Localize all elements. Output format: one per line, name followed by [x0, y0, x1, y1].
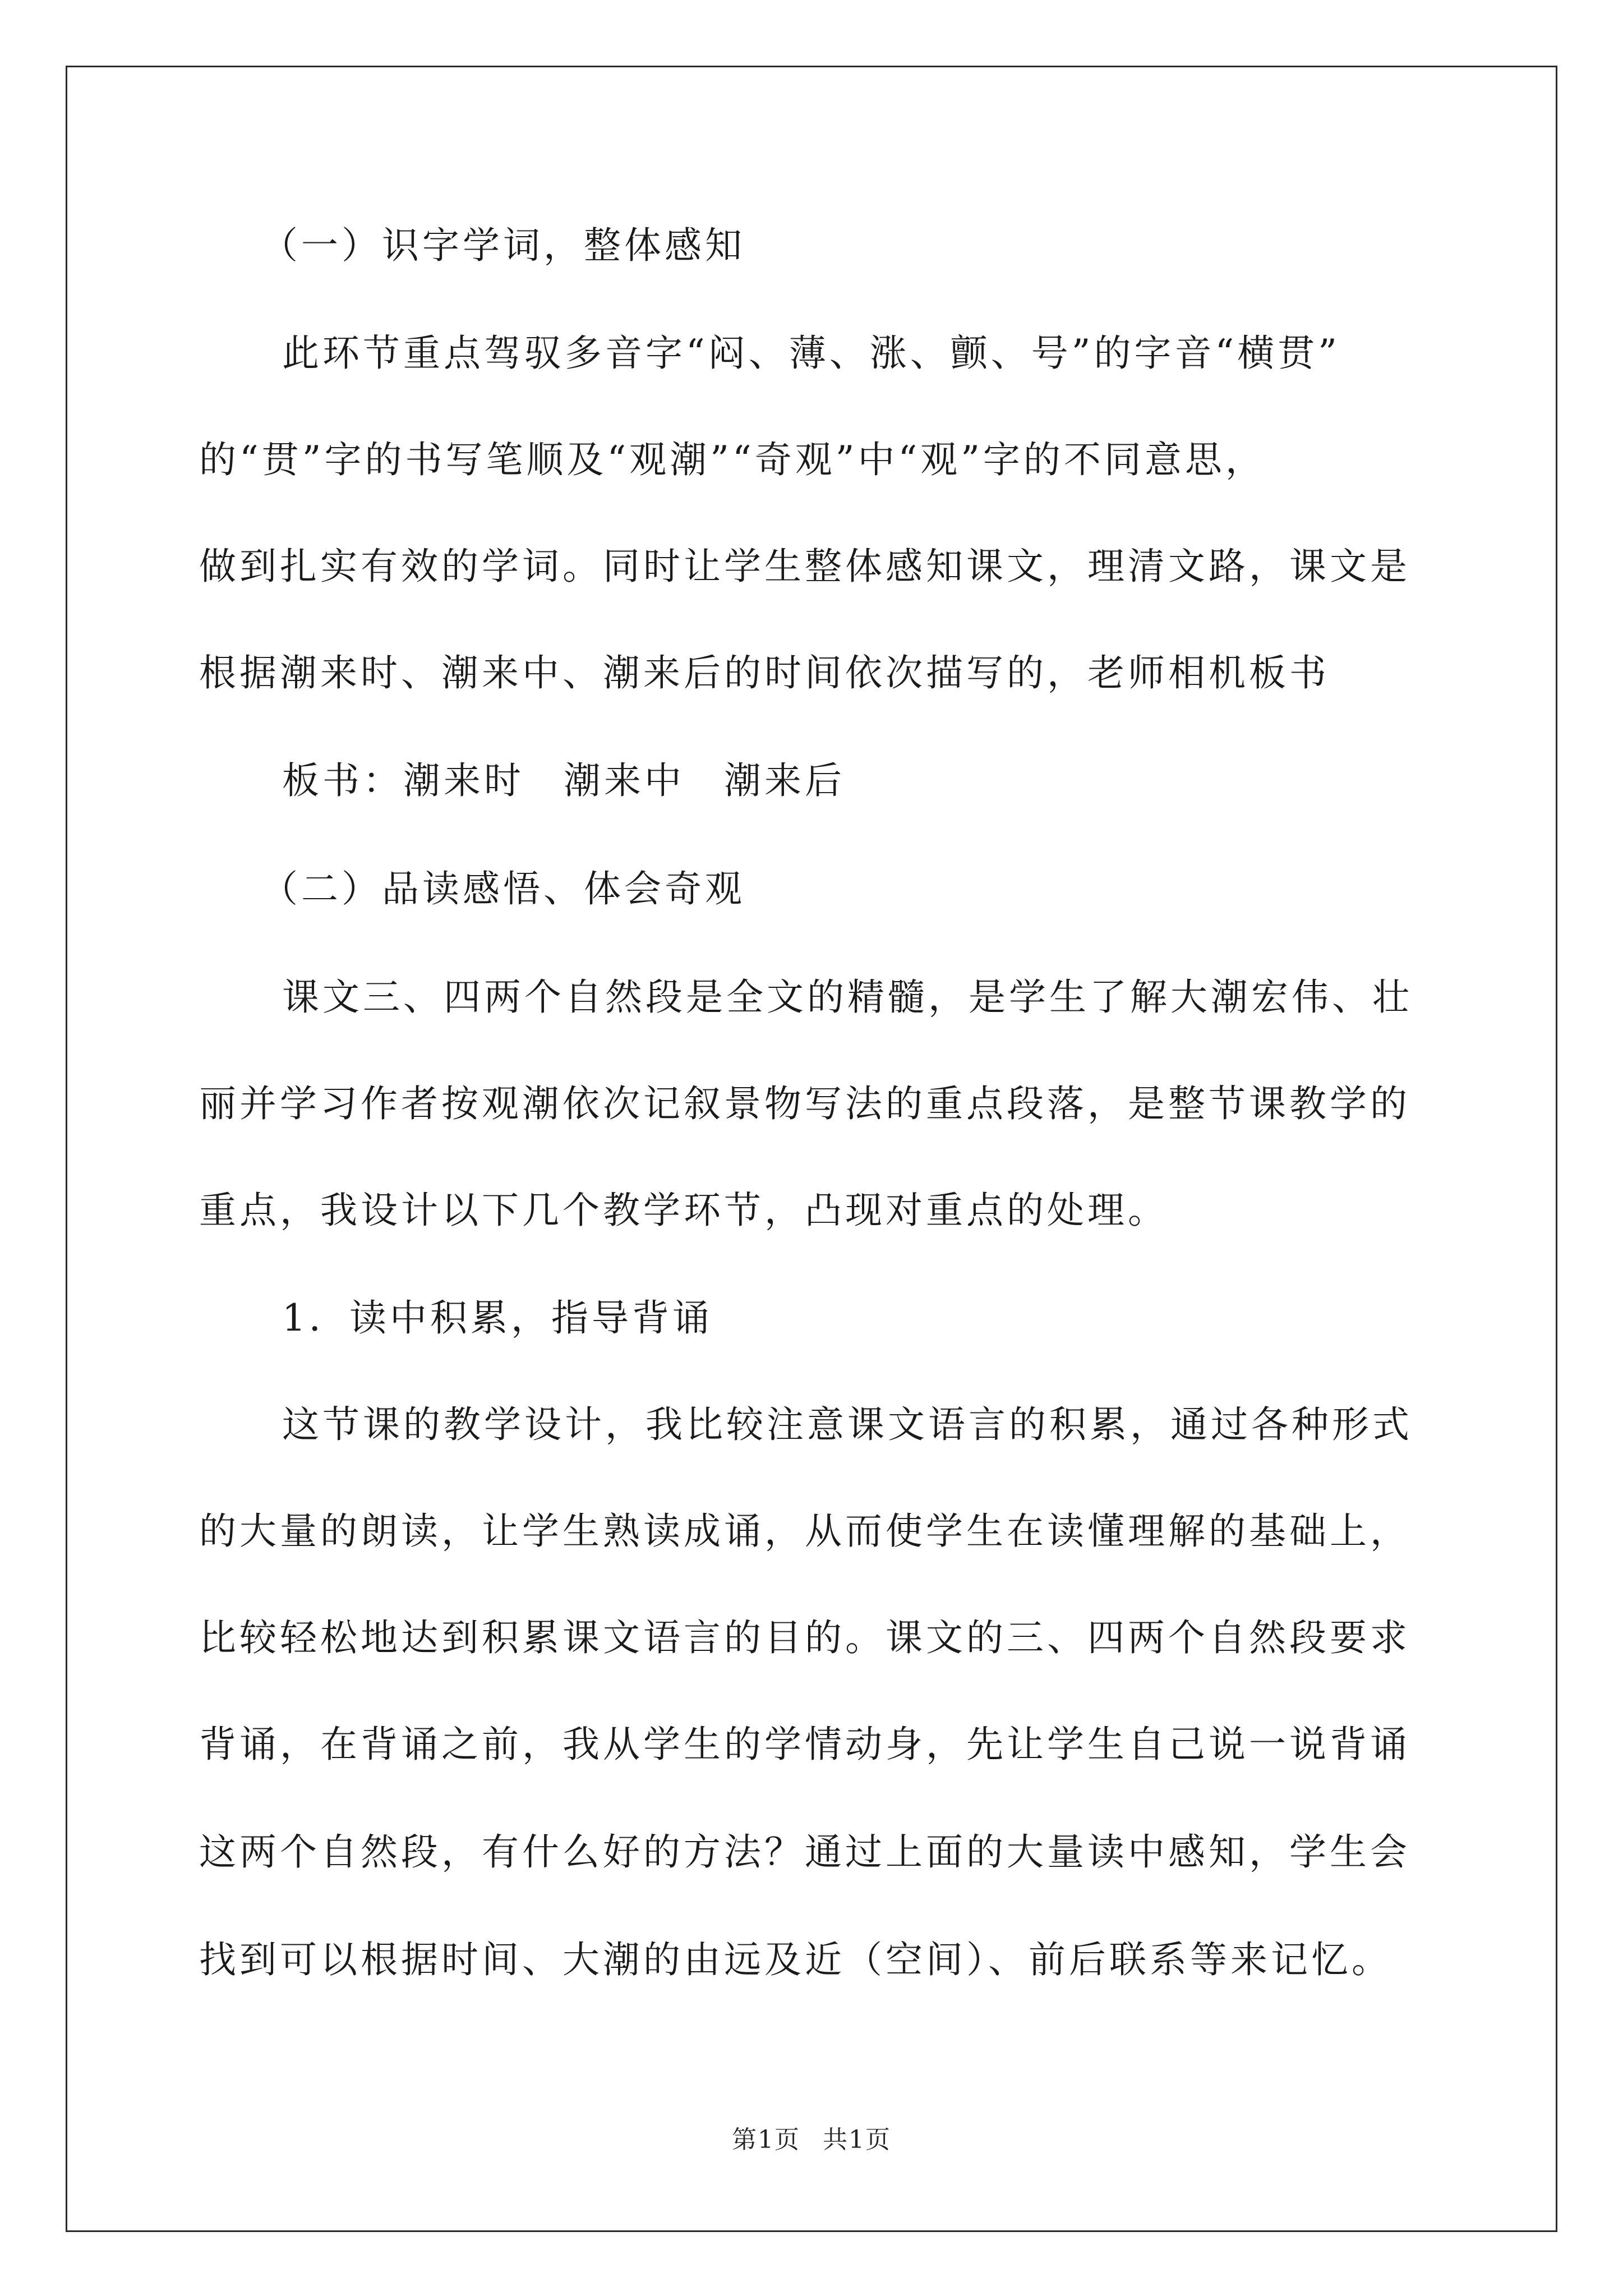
- paragraph-3-line-3: 比较轻松地达到积累课文语言的目的。课文的三、四两个自然段要求: [199, 1616, 1410, 1659]
- paragraph-1-line-4: 根据潮来时、潮来中、潮来后的时间依次描写的，老师相机板书: [199, 651, 1330, 694]
- section-heading-2: （二）品读感悟、体会奇观: [261, 867, 745, 910]
- paragraph-3-line-2: 的大量的朗读，让学生熟读成诵，从而使学生在读懂理解的基础上，: [199, 1510, 1410, 1553]
- paragraph-3-line-5: 这两个自然段，有什么好的方法？通过上面的大量读中感知，学生会: [199, 1830, 1410, 1874]
- paragraph-1-line-1: 此环节重点驾驭多音字“闷、薄、涨、颤、号”的字音“横贯”: [282, 332, 1340, 375]
- paragraph-2-line-1: 课文三、四两个自然段是全文的精髓，是学生了解大潮宏伟、壮: [282, 976, 1413, 1019]
- paragraph-1-line-2: 的“贯”字的书写笔顺及“观潮”“奇观”中“观”字的不同意思，: [199, 438, 1266, 481]
- board-item-1: 潮来时: [403, 759, 524, 802]
- page-border: [66, 66, 1557, 2232]
- paragraph-3-line-4: 背诵，在背诵之前，我从学生的学情动身，先让学生自己说一说背诵: [199, 1723, 1410, 1766]
- board-label: 板书：: [282, 759, 403, 802]
- board-item-2: 潮来中: [564, 759, 685, 802]
- subsection-heading: 1．读中积累，指导背诵: [282, 1296, 713, 1340]
- paragraph-2-line-3: 重点，我设计以下几个教学环节，凸现对重点的处理。: [199, 1189, 1168, 1232]
- paragraph-3-line-1: 这节课的教学设计，我比较注意课文语言的积累，通过各种形式: [282, 1403, 1413, 1446]
- page-total: 共1页: [823, 2125, 891, 2154]
- paragraph-1-line-3: 做到扎实有效的学词。同时让学生整体感知课文，理清文路，课文是: [199, 545, 1410, 588]
- paragraph-3-line-6: 找到可以根据时间、大潮的由远及近（空间）、前后联系等来记忆。: [199, 1938, 1392, 1981]
- section-heading-1: （一）识字学词，整体感知: [261, 224, 745, 267]
- board-writing: [282, 758, 845, 803]
- paragraph-2-line-2: 丽并学习作者按观潮依次记叙景物写法的重点段落，是整节课教学的: [199, 1082, 1410, 1125]
- board-item-3: 潮来后: [724, 759, 845, 802]
- page-footer: [0, 2123, 1623, 2157]
- page-number: 第1页: [732, 2125, 800, 2154]
